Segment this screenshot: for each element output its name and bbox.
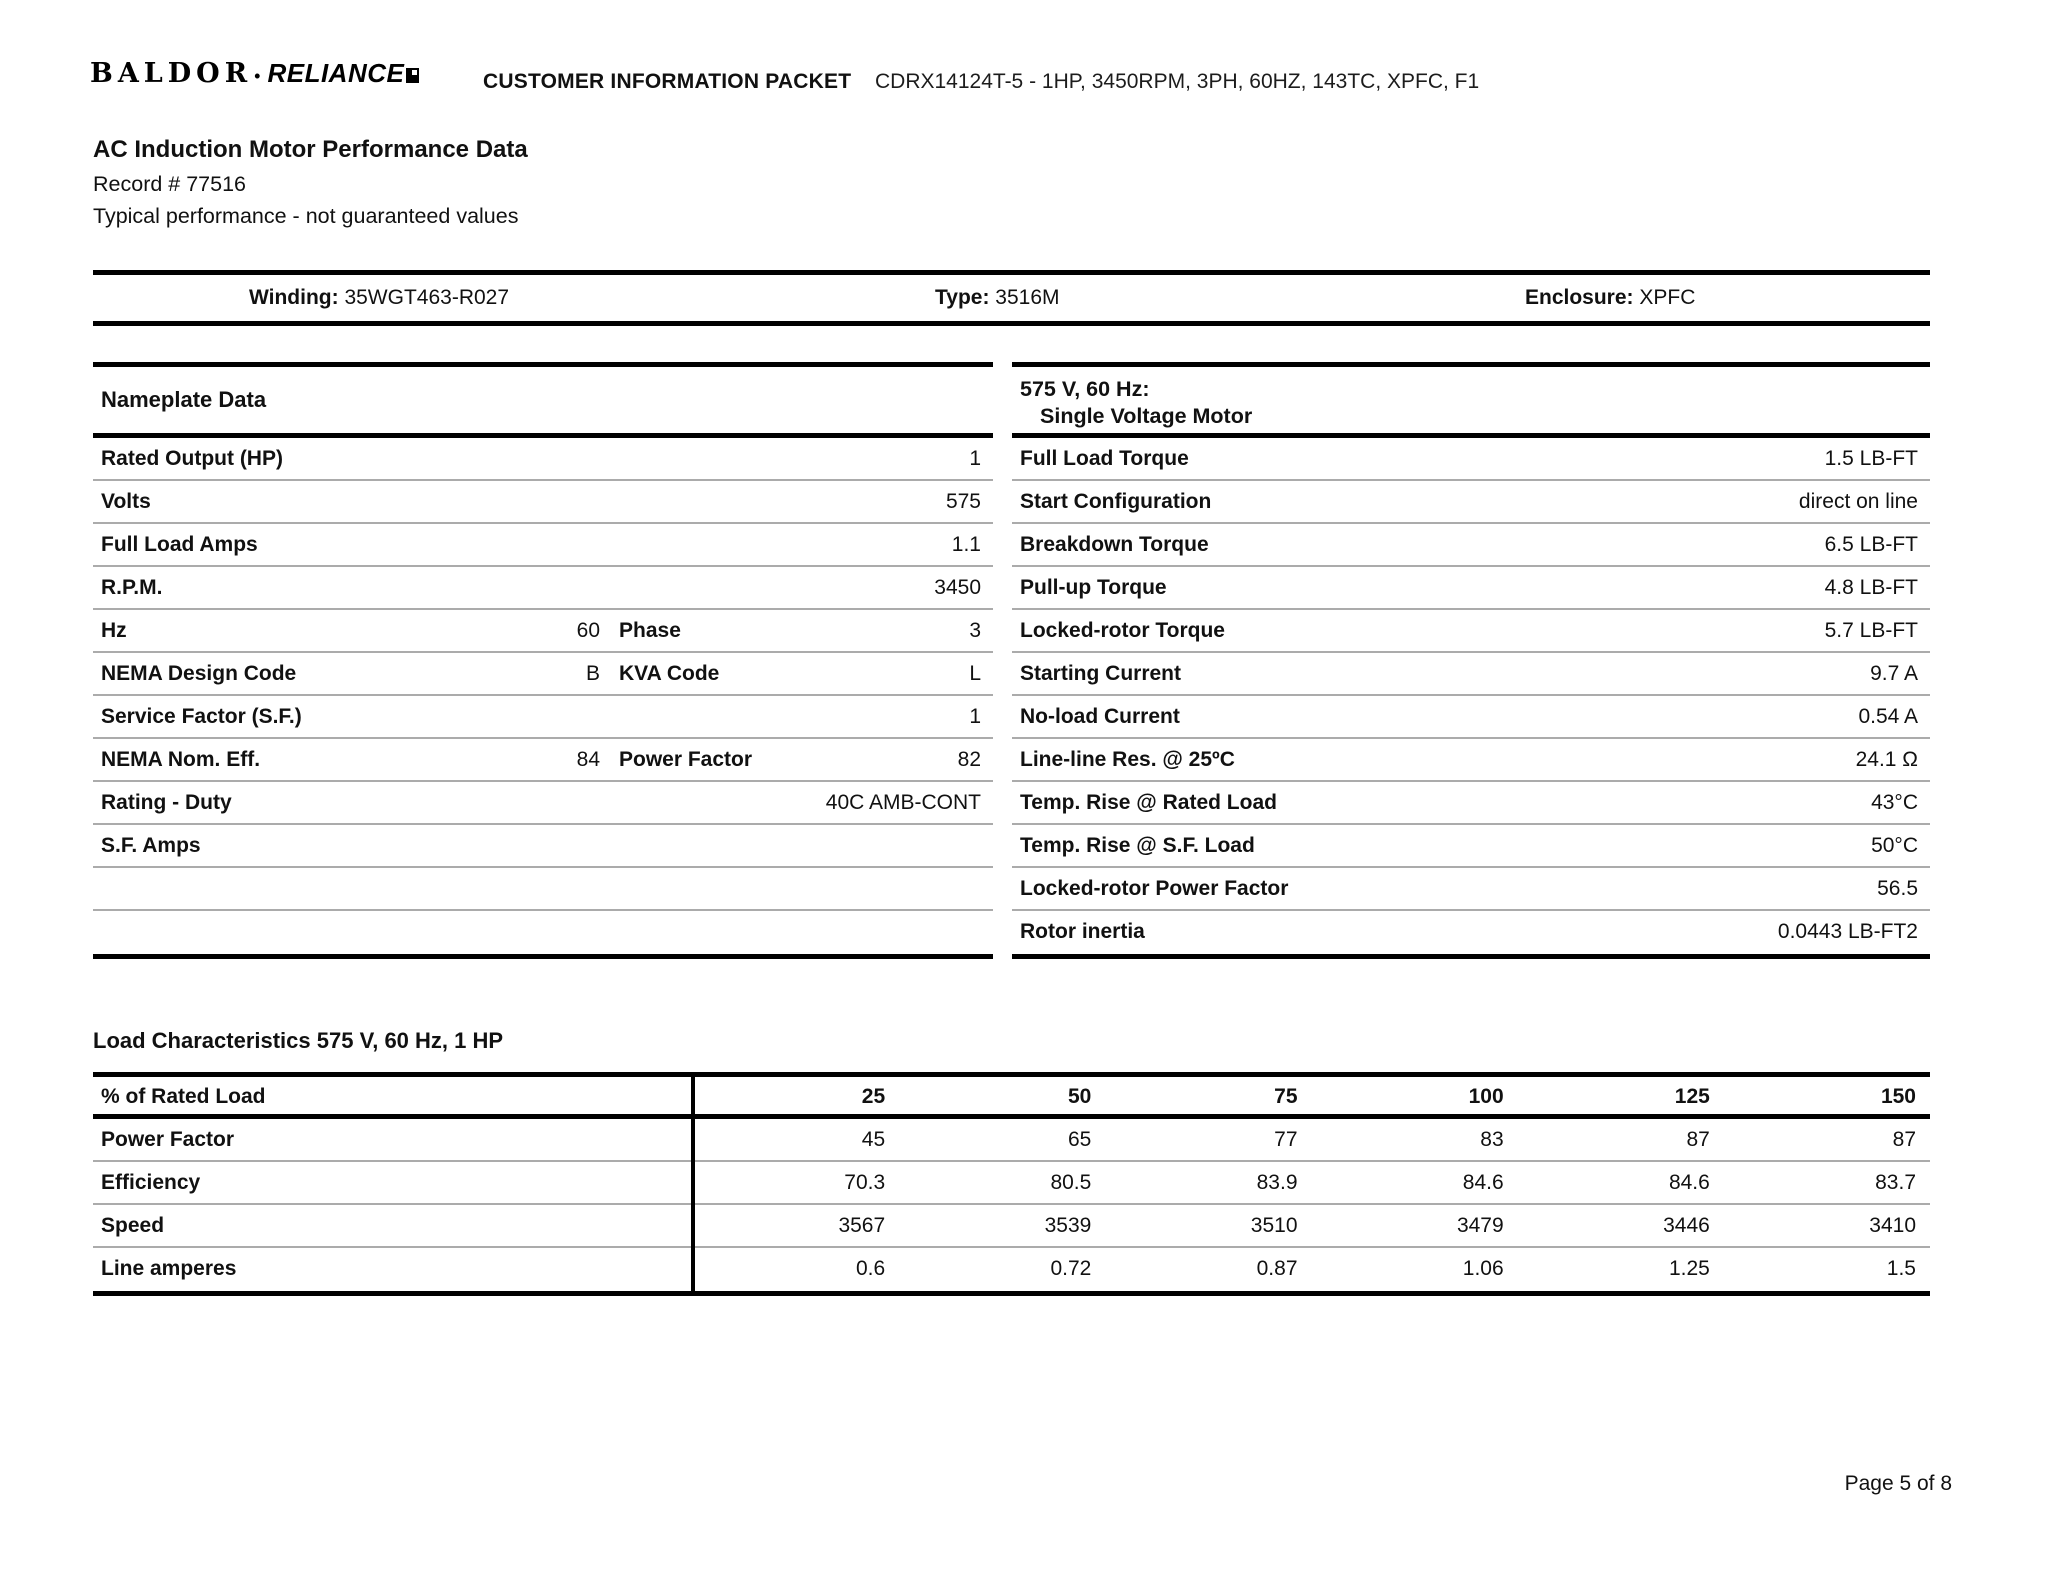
load-column-header: 150 [1880,1085,1916,1108]
row-value: direct on line [1798,490,1918,513]
row-label: No-load Current [1020,705,1180,728]
table-row [93,438,993,481]
table-row [93,653,993,696]
row-label: Rated Output (HP) [101,447,283,470]
row-label: Breakdown Torque [1020,533,1209,556]
table-row [1012,696,1930,739]
motor-model-line: CDRX14124T-5 - 1HP, 3450RPM, 3PH, 60HZ, 143TC, XPFC, F1 [875,70,1480,93]
voltage-ratings-table [1012,362,1930,959]
cell-value: 3567 [838,1214,886,1237]
row-label: Locked-rotor Power Factor [1020,877,1289,900]
type-label: Type: [935,286,990,309]
table-row [93,696,993,739]
voltage-header-line1: 575 V, 60 Hz: [1020,377,1150,401]
cell-value: 83.9 [1256,1171,1298,1194]
row-label: Start Configuration [1020,490,1212,513]
document-title: CUSTOMER INFORMATION PACKET [483,70,852,93]
table-row [1012,868,1930,911]
row-value: 3450 [934,576,981,599]
table-row [93,825,993,868]
cell-value: 87 [1686,1128,1710,1151]
cell-value: 1.25 [1668,1257,1710,1280]
table-row [1012,438,1930,481]
row-label: Locked-rotor Torque [1020,619,1225,642]
row-value: 575 [945,490,981,513]
row-label: Starting Current [1020,662,1182,685]
logo-dot-icon: • [254,66,261,86]
table-row [93,524,993,567]
row-mid-value: B [585,662,600,685]
row-value: 3 [969,619,981,642]
cell-value: 3510 [1250,1214,1298,1237]
table-row [93,481,993,524]
row-value: 1 [969,447,981,470]
row-value: 4.8 LB-FT [1824,576,1918,599]
row-value: 1 [969,705,981,728]
table-vertical-divider [691,1077,695,1291]
row-label: Pull-up Torque [1020,576,1167,599]
row-label: NEMA Design Code [101,662,297,685]
row-value: 40C AMB-CONT [825,791,981,814]
enclosure-cell [1525,275,1695,321]
row-value: 24.1 Ω [1855,748,1918,771]
cell-value: 1.06 [1462,1257,1504,1280]
logo-baldor-text: BALDOR [90,58,253,89]
load-column-header: 100 [1468,1085,1504,1108]
load-header-row [93,1077,1930,1119]
cell-value: 77 [1274,1128,1298,1151]
row-label: Temp. Rise @ Rated Load [1020,791,1277,814]
table-row [1012,610,1930,653]
row-mid-label: KVA Code [619,662,720,685]
performance-note: Typical performance - not guaranteed values [93,204,519,228]
table-row [1012,524,1930,567]
logo-registered-mark-icon [406,68,419,83]
type-value: 3516M [995,286,1060,309]
row-value: 0.0443 LB-FT2 [1777,920,1918,943]
type-cell [935,275,1060,321]
cell-value: 0.72 [1050,1257,1092,1280]
load-row-speed [93,1205,1930,1248]
row-value: L [969,662,981,685]
nameplate-table [93,362,993,959]
row-label: Volts [101,490,151,513]
row-label: Efficiency [101,1171,201,1194]
row-label: Hz [101,619,127,642]
table-row [1012,911,1930,954]
row-label: Line amperes [101,1257,237,1280]
table-row [1012,567,1930,610]
nameplate-header: Nameplate Data [93,367,993,438]
cell-value: 3446 [1663,1214,1710,1237]
load-row-line-amperes [93,1248,1930,1291]
cell-value: 1.5 [1886,1257,1916,1280]
row-label: S.F. Amps [101,834,201,857]
cell-value: 3410 [1869,1214,1916,1237]
table-row [93,911,993,954]
row-value: 0.54 A [1858,705,1918,728]
row-value: 6.5 LB-FT [1824,533,1918,556]
cell-value: 87 [1892,1128,1916,1151]
table-row [1012,653,1930,696]
load-characteristics-title: Load Characteristics 575 V, 60 Hz, 1 HP [93,1028,504,1053]
voltage-header-line2: Single Voltage Motor [1040,404,1253,428]
load-row-efficiency [93,1162,1930,1205]
page-title: AC Induction Motor Performance Data [93,136,528,163]
table-row [93,567,993,610]
table-row [93,782,993,825]
voltage-ratings-header [1012,367,1930,438]
record-number: Record # 77516 [93,172,246,196]
row-mid-label: Phase [619,619,681,642]
cell-value: 70.3 [844,1171,886,1194]
winding-label: Winding: [249,286,339,309]
row-label: NEMA Nom. Eff. [101,748,261,771]
row-value: 9.7 A [1870,662,1918,685]
table-row [1012,825,1930,868]
table-row [93,868,993,911]
cell-value: 0.87 [1256,1257,1298,1280]
table-row [93,739,993,782]
load-characteristics-table [93,1072,1930,1296]
winding-band [93,270,1930,326]
row-label: Speed [101,1214,165,1237]
page-number: Page 5 of 8 [1844,1472,1952,1495]
row-mid-value: 84 [576,748,600,771]
row-value: 1.5 LB-FT [1824,447,1918,470]
row-value: 82 [957,748,981,771]
row-value: 43°C [1871,791,1918,814]
row-mid-label: Power Factor [619,748,753,771]
cell-value: 80.5 [1050,1171,1092,1194]
row-mid-value: 60 [576,619,600,642]
row-value: 56.5 [1877,877,1918,900]
cell-value: 3479 [1456,1214,1504,1237]
row-label: Full Load Torque [1020,447,1189,470]
row-label: R.P.M. [101,576,163,599]
row-label: Rotor inertia [1020,920,1145,943]
row-value: 1.1 [951,533,981,556]
cell-value: 84.6 [1668,1171,1710,1194]
enclosure-label: Enclosure: [1525,286,1634,309]
row-label: Service Factor (S.F.) [101,705,302,728]
row-label: Full Load Amps [101,533,258,556]
row-label: Rating - Duty [101,791,232,814]
baldor-reliance-logo [90,58,419,89]
table-row [1012,481,1930,524]
cell-value: 65 [1067,1128,1092,1151]
load-row-power-factor [93,1119,1930,1162]
row-label: Temp. Rise @ S.F. Load [1020,834,1255,857]
logo-reliance-text: RELIANCE [267,58,405,88]
load-header-label: % of Rated Load [101,1085,266,1108]
cell-value: 45 [861,1128,886,1151]
table-row [1012,782,1930,825]
load-column-header: 25 [861,1085,886,1108]
winding-value: 35WGT463-R027 [344,286,510,309]
row-label: Power Factor [101,1128,235,1151]
row-value: 5.7 LB-FT [1824,619,1918,642]
load-column-header: 125 [1674,1085,1710,1108]
winding-cell [249,275,509,321]
table-row [1012,739,1930,782]
enclosure-value: XPFC [1639,286,1696,309]
load-column-header: 50 [1067,1085,1092,1108]
cell-value: 83.7 [1875,1171,1916,1194]
table-row [93,610,993,653]
row-label: Line-line Res. @ 25ºC [1020,748,1235,771]
cell-value: 3539 [1044,1214,1092,1237]
cell-value: 83 [1480,1128,1504,1151]
cell-value: 0.6 [855,1257,886,1280]
load-column-header: 75 [1274,1085,1298,1108]
row-value: 50°C [1871,834,1918,857]
cell-value: 84.6 [1462,1171,1504,1194]
